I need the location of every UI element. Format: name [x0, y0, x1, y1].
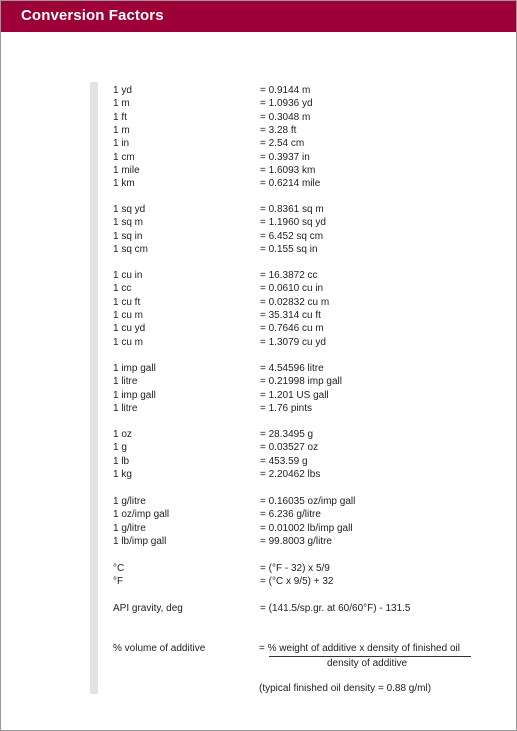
density-note: (typical finished oil density = 0.88 g/ml)	[259, 683, 432, 694]
from-unit: 1 g	[113, 442, 127, 453]
to-value: = 0.02832 cu m	[260, 297, 330, 308]
from-unit: 1 cu m	[113, 337, 144, 348]
to-value: = 0.01002 lb/imp gall	[260, 523, 353, 534]
from-unit: 1 litre	[113, 376, 138, 387]
to-value: = 6.452 sq cm	[260, 231, 324, 242]
additive-denominator: density of additive	[327, 658, 408, 669]
from-unit: 1 imp gall	[113, 363, 156, 374]
to-value: = 1.3079 cu yd	[260, 337, 326, 348]
from-unit: 1 cu m	[113, 310, 144, 321]
to-value: = 35.314 cu ft	[260, 310, 321, 321]
from-unit: 1 cm	[113, 152, 135, 163]
to-value: = 0.8361 sq m	[260, 204, 324, 215]
from-unit: 1 in	[113, 138, 130, 149]
to-value: = 1.6093 km	[260, 165, 316, 176]
from-unit: 1 m	[113, 125, 130, 136]
to-value: = 28.3495 g	[260, 429, 314, 440]
to-value: = 4.54596 litre	[260, 363, 324, 374]
from-unit: 1 lb	[113, 456, 130, 467]
from-unit: 1 g/litre	[113, 496, 146, 507]
to-value: = 0.21998 imp gall	[260, 376, 343, 387]
from-unit: 1 imp gall	[113, 390, 156, 401]
to-value: = (°C x 9/5) + 32	[260, 576, 334, 587]
from-unit: °C	[113, 563, 125, 574]
from-unit: API gravity, deg	[113, 603, 183, 614]
from-unit: °F	[113, 576, 124, 587]
to-value: = 1.1960 sq yd	[260, 217, 326, 228]
to-value: = 0.155 sq in	[260, 244, 318, 255]
to-value: = (°F - 32) x 5/9	[260, 563, 330, 574]
to-value: = 16.3872 cc	[260, 270, 318, 281]
to-value: = 3.28 ft	[260, 125, 297, 136]
to-value: = 2.54 cm	[260, 138, 305, 149]
from-unit: 1 ft	[113, 112, 127, 123]
to-value: = 0.3048 m	[260, 112, 311, 123]
fraction-line	[269, 656, 471, 657]
to-value: = 1.0936 yd	[260, 98, 313, 109]
from-unit: 1 cu ft	[113, 297, 141, 308]
from-unit: 1 litre	[113, 403, 138, 414]
to-value: = 0.6214 mile	[260, 178, 321, 189]
to-value: = 0.9144 m	[260, 85, 311, 96]
from-unit: 1 g/litre	[113, 523, 146, 534]
from-unit: 1 m	[113, 98, 130, 109]
from-unit: 1 oz/imp gall	[113, 509, 170, 520]
header-bar	[1, 1, 516, 32]
left-accent-bar	[90, 82, 98, 694]
from-unit: 1 km	[113, 178, 135, 189]
from-unit: 1 sq in	[113, 231, 143, 242]
to-value: = 0.03527 oz	[260, 442, 319, 453]
additive-label: % volume of additive	[113, 643, 206, 654]
to-value: = 0.0610 cu in	[260, 283, 324, 294]
additive-numerator: = % weight of additive x density of finished oil	[259, 643, 460, 654]
from-unit: 1 cu yd	[113, 323, 146, 334]
to-value: = 1.201 US gall	[260, 390, 329, 401]
to-value: = 453.59 g	[260, 456, 308, 467]
from-unit: 1 mile	[113, 165, 140, 176]
from-unit: 1 lb/imp gall	[113, 536, 167, 547]
from-unit: 1 cu in	[113, 270, 143, 281]
to-value: = 6.236 g/litre	[260, 509, 321, 520]
page-title: Conversion Factors	[21, 7, 164, 24]
from-unit: 1 yd	[113, 85, 132, 96]
to-value: = 0.3937 in	[260, 152, 310, 163]
from-unit: 1 oz	[113, 429, 132, 440]
from-unit: 1 sq yd	[113, 204, 146, 215]
from-unit: 1 sq m	[113, 217, 144, 228]
to-value: = 1.76 pints	[260, 403, 312, 414]
from-unit: 1 sq cm	[113, 244, 149, 255]
to-value: = 2.20462 lbs	[260, 469, 321, 480]
from-unit: 1 cc	[113, 283, 132, 294]
from-unit: 1 kg	[113, 469, 132, 480]
to-value: = (141.5/sp.gr. at 60/60°F) - 131.5	[260, 603, 411, 614]
to-value: = 99.8003 g/litre	[260, 536, 332, 547]
to-value: = 0.16035 oz/imp gall	[260, 496, 356, 507]
to-value: = 0.7646 cu m	[260, 323, 324, 334]
